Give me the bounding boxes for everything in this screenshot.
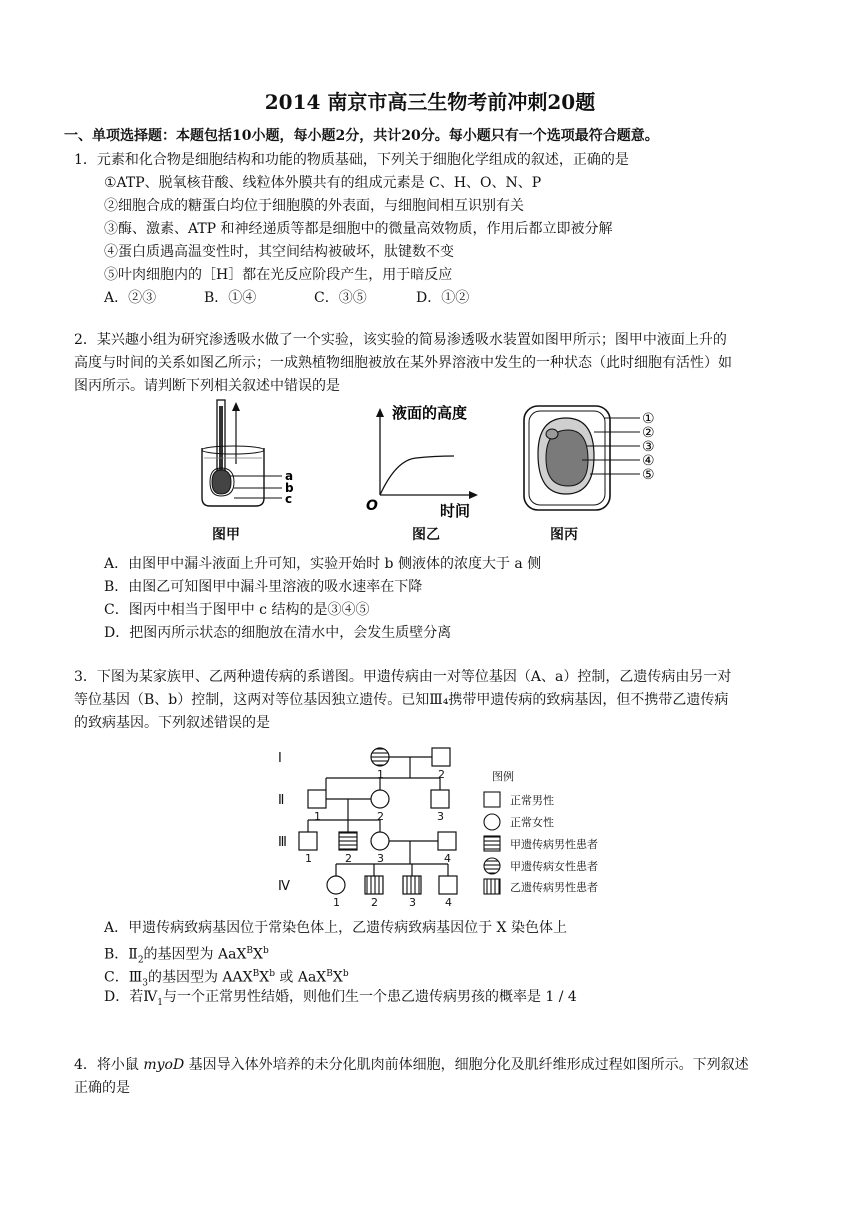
label-2: ② [642,425,655,441]
i1-affected-female [371,748,389,766]
pedigree-chart [270,740,640,910]
legend-jia-female-icon [484,858,500,874]
num: 2 [377,810,384,823]
legend-jia-male-icon [484,836,500,851]
iii2-affected-male [339,832,357,850]
q3-stem-line-2: 等位基因（B、b）控制，这两对等位基因独立遗传。已知Ⅲ₄携带甲遗传病的致病基因，但不携带乙遗传病 [74,692,729,708]
q2-stem-line-1: 2．某兴趣小组为研究渗透吸水做了一个实验，该实验的简易渗透吸水装置如图甲所示；图甲中液面上升的 [74,332,727,348]
label-4: ④ [642,453,655,469]
q3-option-a: A．甲遗传病致病基因位于常染色体上，乙遗传病致病基因位于 X 染色体上 [104,920,567,936]
legend-yi-male: 乙遗传病男性患者 [510,881,598,894]
legend-jia-male: 甲遗传病男性患者 [510,838,598,851]
q1-statement-5: ⑤叶肉细胞内的［H］都在光反应阶段产生，用于暗反应 [104,267,453,283]
origin-label: O [366,498,378,514]
num: 3 [437,810,444,823]
figure-yi-height-time-graph [360,400,490,520]
q1-stem: 1．元素和化合物是细胞结构和功能的物质基础，下列关于细胞化学组成的叙述，正确的是 [74,152,629,168]
text: B [326,969,333,979]
q1-option-b: B．①④ [204,290,257,306]
q2-option-b: B．由图乙可知图甲中漏斗里溶液的吸水速率在下降 [104,579,423,595]
num: 4 [445,896,452,909]
legend-normal-male-icon [484,792,500,807]
iii1-normal-male [299,832,317,850]
y-axis-label: 液面的高度 [392,404,468,422]
gene-name: myoD [143,1057,185,1073]
legend-normal-female-icon [484,814,500,830]
text: B [246,946,254,956]
text: 1 [157,997,163,1008]
text: 或 AaX [274,969,327,986]
num: 1 [305,852,312,865]
text: 基因导入体外培养的未分化肌肉前体细胞，细胞分化及肌纤维形成过程如图所示。下列叙述 [184,1057,749,1073]
legend-jia-female: 甲遗传病女性患者 [510,860,598,873]
q1-statement-1: ①ATP、脱氧核苷酸、线粒体外膜共有的组成元素是 C、H、O、N、P [104,175,542,191]
text: b [263,946,269,956]
num: 3 [377,852,384,865]
iii4-normal-male [438,832,456,850]
page-title: 2014 南京市高三生物考前冲刺20题 [264,90,596,114]
label-a: a [285,469,294,483]
text: 的基因型为 AAX [147,969,253,986]
q2-stem-line-2: 高度与时间的关系如图乙所示；一成熟植物细胞被放在某外界溶液中发生的一种状态（此时细胞有活性）如 [74,355,732,371]
text: 与一个正常男性结婚，则他们生一个患乙遗传病男孩的概率是 1 / 4 [162,989,577,1005]
iii3-normal-female [371,832,389,850]
text: X [259,969,270,986]
label-1: ① [642,411,655,427]
iv1-normal-female [327,876,345,894]
ii3-normal-male [431,790,449,808]
label-3: ③ [642,439,655,455]
q2-stem-line-3: 图丙所示。请判断下列相关叙述中错误的是 [74,378,340,394]
label-c: c [285,492,293,506]
figure-bing-plant-cell [520,402,670,514]
num: 1 [377,768,384,781]
num: 2 [345,852,352,865]
q4-stem-line-1 [74,1055,749,1075]
legend-normal-female: 正常女性 [510,816,554,829]
generation-3: Ⅲ [278,835,287,850]
text: X [332,969,343,986]
iv4-normal-male [439,876,457,894]
num: 1 [314,810,321,823]
generation-1: Ⅰ [278,751,282,766]
section-heading: 一、单项选择题：本题包括10小题，每小题2分，共计20分。每小题只有一个选项最符合题意。 [64,128,659,144]
text: 4．将小鼠 [74,1057,144,1073]
text: D．若Ⅳ [104,989,158,1005]
text: B [252,969,260,979]
text: 3 [142,978,148,989]
q1-statement-2: ②细胞合成的糖蛋白均位于细胞膜的外表面，与细胞间相互识别有关 [104,198,524,214]
text: X [253,946,264,963]
q2-option-d: D．把图丙所示状态的细胞放在清水中，会发生质壁分离 [104,625,452,641]
q1-option-a: A．②③ [104,290,157,306]
figure-jia-osmosis-apparatus [190,396,310,514]
generation-2: Ⅱ [278,793,285,808]
q1-option-c: C．③⑤ [314,290,367,306]
q2-option-a: A．由图甲中漏斗液面上升可知，实验开始时 b 侧液体的浓度大于 a 侧 [104,556,542,572]
q4-stem-line-2: 正确的是 [74,1080,130,1096]
iv3-affected-male [403,876,421,894]
num: 4 [444,852,451,865]
q3-option-d [104,987,577,1013]
legend-title: 图例 [492,770,514,783]
num: 1 [333,896,340,909]
q1-statement-4: ④蛋白质遇高温变性时，其空间结构被破坏，肽键数不变 [104,244,454,260]
q3-stem-line-1: 3．下图为某家族甲、乙两种遗传病的系谱图。甲遗传病由一对等位基因（A、a）控制，乙遗传病由另一对 [74,669,732,685]
figure-jia-caption: 图甲 [212,527,240,543]
text: B．Ⅱ [104,946,138,963]
q2-option-c: C．图丙中相当于图甲中 c 结构的是③④⑤ [104,602,370,618]
ii2-normal-female [371,790,389,808]
label-5: ⑤ [642,467,655,483]
figure-bing-caption: 图丙 [550,527,578,543]
legend-yi-male-icon [484,879,500,894]
num: 2 [371,896,378,909]
text: C．Ⅲ [104,969,143,986]
i2-normal-male [432,748,450,766]
text: 的基因型为 AaX [143,946,247,963]
text: b [342,969,349,979]
text: b [269,969,275,979]
q1-option-d: D．①② [416,290,470,306]
label-b: b [285,481,294,495]
figure-yi-caption: 图乙 [412,527,440,543]
num: 2 [438,768,445,781]
generation-4: Ⅳ [278,879,290,894]
ii1-normal-male [308,790,326,808]
legend-normal-male: 正常男性 [510,794,554,807]
num: 3 [409,896,416,909]
q3-stem-line-3: 的致病基因。下列叙述错误的是 [74,715,270,731]
x-axis-label: 时间 [440,502,471,520]
iv2-affected-male [365,876,383,894]
text: 2 [137,955,144,966]
q1-statement-3: ③酶、激素、ATP 和神经递质等都是细胞中的微量高效物质，作用后都立即被分解 [104,221,613,237]
